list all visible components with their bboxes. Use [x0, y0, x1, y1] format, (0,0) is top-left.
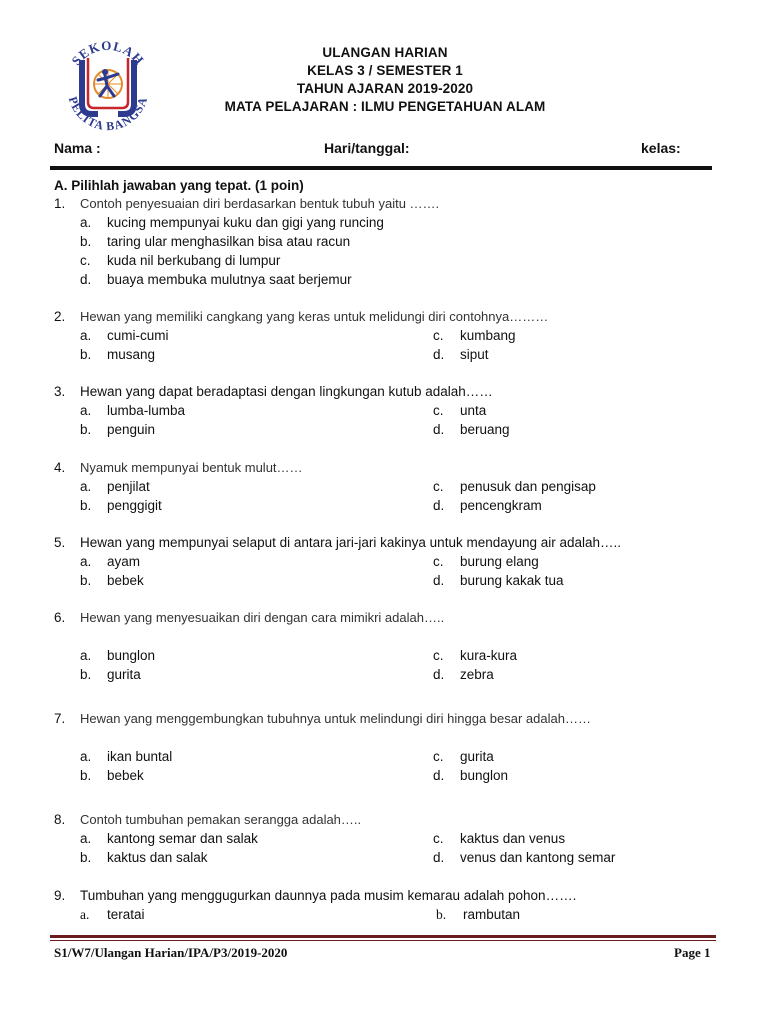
question-5 — [54, 535, 734, 592]
question-2 — [54, 309, 734, 366]
question-number: 9. — [54, 888, 66, 903]
option-c: c. burung elang — [433, 554, 539, 569]
option-a: a. bunglon — [80, 648, 156, 663]
question-text: Contoh tumbuhan pemakan serangga adalah….. — [80, 812, 362, 827]
option-d: d. pencengkram — [433, 498, 542, 513]
option-d: d. buaya membuka mulutnya saat berjemur — [80, 272, 352, 287]
option-c: c. penusuk dan pengisap — [433, 479, 596, 494]
question-4 — [54, 460, 734, 517]
question-8 — [54, 812, 734, 869]
option-b: b. bebek — [80, 768, 144, 783]
question-number: 1. — [54, 196, 66, 211]
option-c: c. gurita — [433, 749, 494, 764]
question-text: Nyamuk mempunyai bentuk mulut…… — [80, 460, 303, 475]
question-3 — [54, 384, 734, 441]
date-label: Hari/tanggal: — [324, 140, 410, 156]
question-text: Hewan yang menyesuaikan diri dengan cara mimikri adalah….. — [80, 610, 445, 625]
logo-top-text: SEKOLAH — [68, 38, 148, 69]
question-text: Tumbuhan yang menggugurkan daunnya pada musim kemarau adalah pohon……. — [80, 888, 577, 903]
student-info-row — [54, 140, 714, 158]
header-divider — [50, 166, 712, 170]
footer-divider — [50, 935, 716, 938]
question-number: 4. — [54, 460, 66, 475]
option-a: a. kantong semar dan salak — [80, 831, 258, 846]
question-number: 8. — [54, 812, 66, 827]
option-a: a. penjilat — [80, 479, 150, 494]
question-text: Hewan yang memiliki cangkang yang keras untuk melidungi diri contohnya……… — [80, 309, 549, 324]
option-d: d. bunglon — [433, 768, 509, 783]
option-a: a. ikan buntal — [80, 749, 173, 764]
question-number: 6. — [54, 610, 66, 625]
school-logo — [58, 38, 158, 134]
exam-subject: MATA PELAJARAN : ILMU PENGETAHUAN ALAM — [224, 99, 546, 114]
option-b: b. taring ular menghasilkan bisa atau racun — [80, 234, 351, 249]
option-b: b. rambutan — [436, 907, 521, 922]
question-text: Hewan yang dapat beradaptasi dengan lingkungan kutub adalah…… — [80, 384, 493, 399]
option-c: c. kumbang — [433, 328, 516, 343]
option-c: c. kuda nil berkubang di lumpur — [80, 253, 281, 268]
footer-document-code: S1/W7/Ulangan Harian/IPA/P3/2019-2020 — [54, 945, 288, 960]
question-text: Hewan yang menggembungkan tubuhnya untuk melindungi diri hingga besar adalah…… — [80, 711, 591, 726]
question-7 — [54, 711, 734, 787]
question-number: 7. — [54, 711, 66, 726]
question-text: Contoh penyesuaian diri berdasarkan bentuk tubuh yaitu ……. — [80, 196, 440, 211]
option-d: d. venus dan kantong semar — [433, 850, 616, 865]
class-label: kelas: — [641, 140, 681, 156]
option-d: d. burung kakak tua — [433, 573, 564, 588]
name-label: Nama : — [54, 140, 101, 156]
option-c: c. unta — [433, 403, 487, 418]
option-c: c. kura-kura — [433, 648, 518, 663]
option-d: d. beruang — [433, 422, 510, 437]
exam-header — [200, 44, 570, 116]
question-text: Hewan yang mempunyai selaput di antara jari-jari kakinya untuk mendayung air adalah….. — [80, 535, 622, 550]
option-a: a. teratai — [80, 907, 145, 922]
footer-page-number: Page 1 — [674, 945, 711, 960]
option-b: b. penggigit — [80, 498, 162, 513]
option-d: d. siput — [433, 347, 489, 362]
question-6 — [54, 610, 734, 686]
option-b: b. kaktus dan salak — [80, 850, 208, 865]
exam-title: ULANGAN HARIAN — [322, 45, 448, 60]
question-1 — [54, 196, 734, 291]
option-a: a. lumba-lumba — [80, 403, 186, 418]
footer-divider-thin — [50, 940, 716, 941]
svg-text:PELITA BANGSA — [66, 95, 151, 134]
option-b: b. musang — [80, 347, 156, 362]
exam-class-semester: KELAS 3 / SEMESTER 1 — [307, 63, 463, 78]
option-b: b. penguin — [80, 422, 156, 437]
option-c: c. kaktus dan venus — [433, 831, 566, 846]
question-number: 5. — [54, 535, 66, 550]
option-b: b. bebek — [80, 573, 144, 588]
option-a: a. ayam — [80, 554, 141, 569]
option-a: a. kucing mempunyai kuku dan gigi yang runcing — [80, 215, 384, 230]
option-d: d. zebra — [433, 667, 494, 682]
exam-academic-year: TAHUN AJARAN 2019-2020 — [296, 81, 474, 96]
question-number: 2. — [54, 309, 66, 324]
section-title: A. Pilihlah jawaban yang tepat. (1 poin) — [54, 178, 304, 193]
question-9 — [54, 888, 734, 926]
logo-bottom-text: PELITA BANGSA — [65, 94, 151, 134]
option-a: a. cumi-cumi — [80, 328, 169, 343]
option-b: b. gurita — [80, 667, 141, 682]
question-number: 3. — [54, 384, 66, 399]
